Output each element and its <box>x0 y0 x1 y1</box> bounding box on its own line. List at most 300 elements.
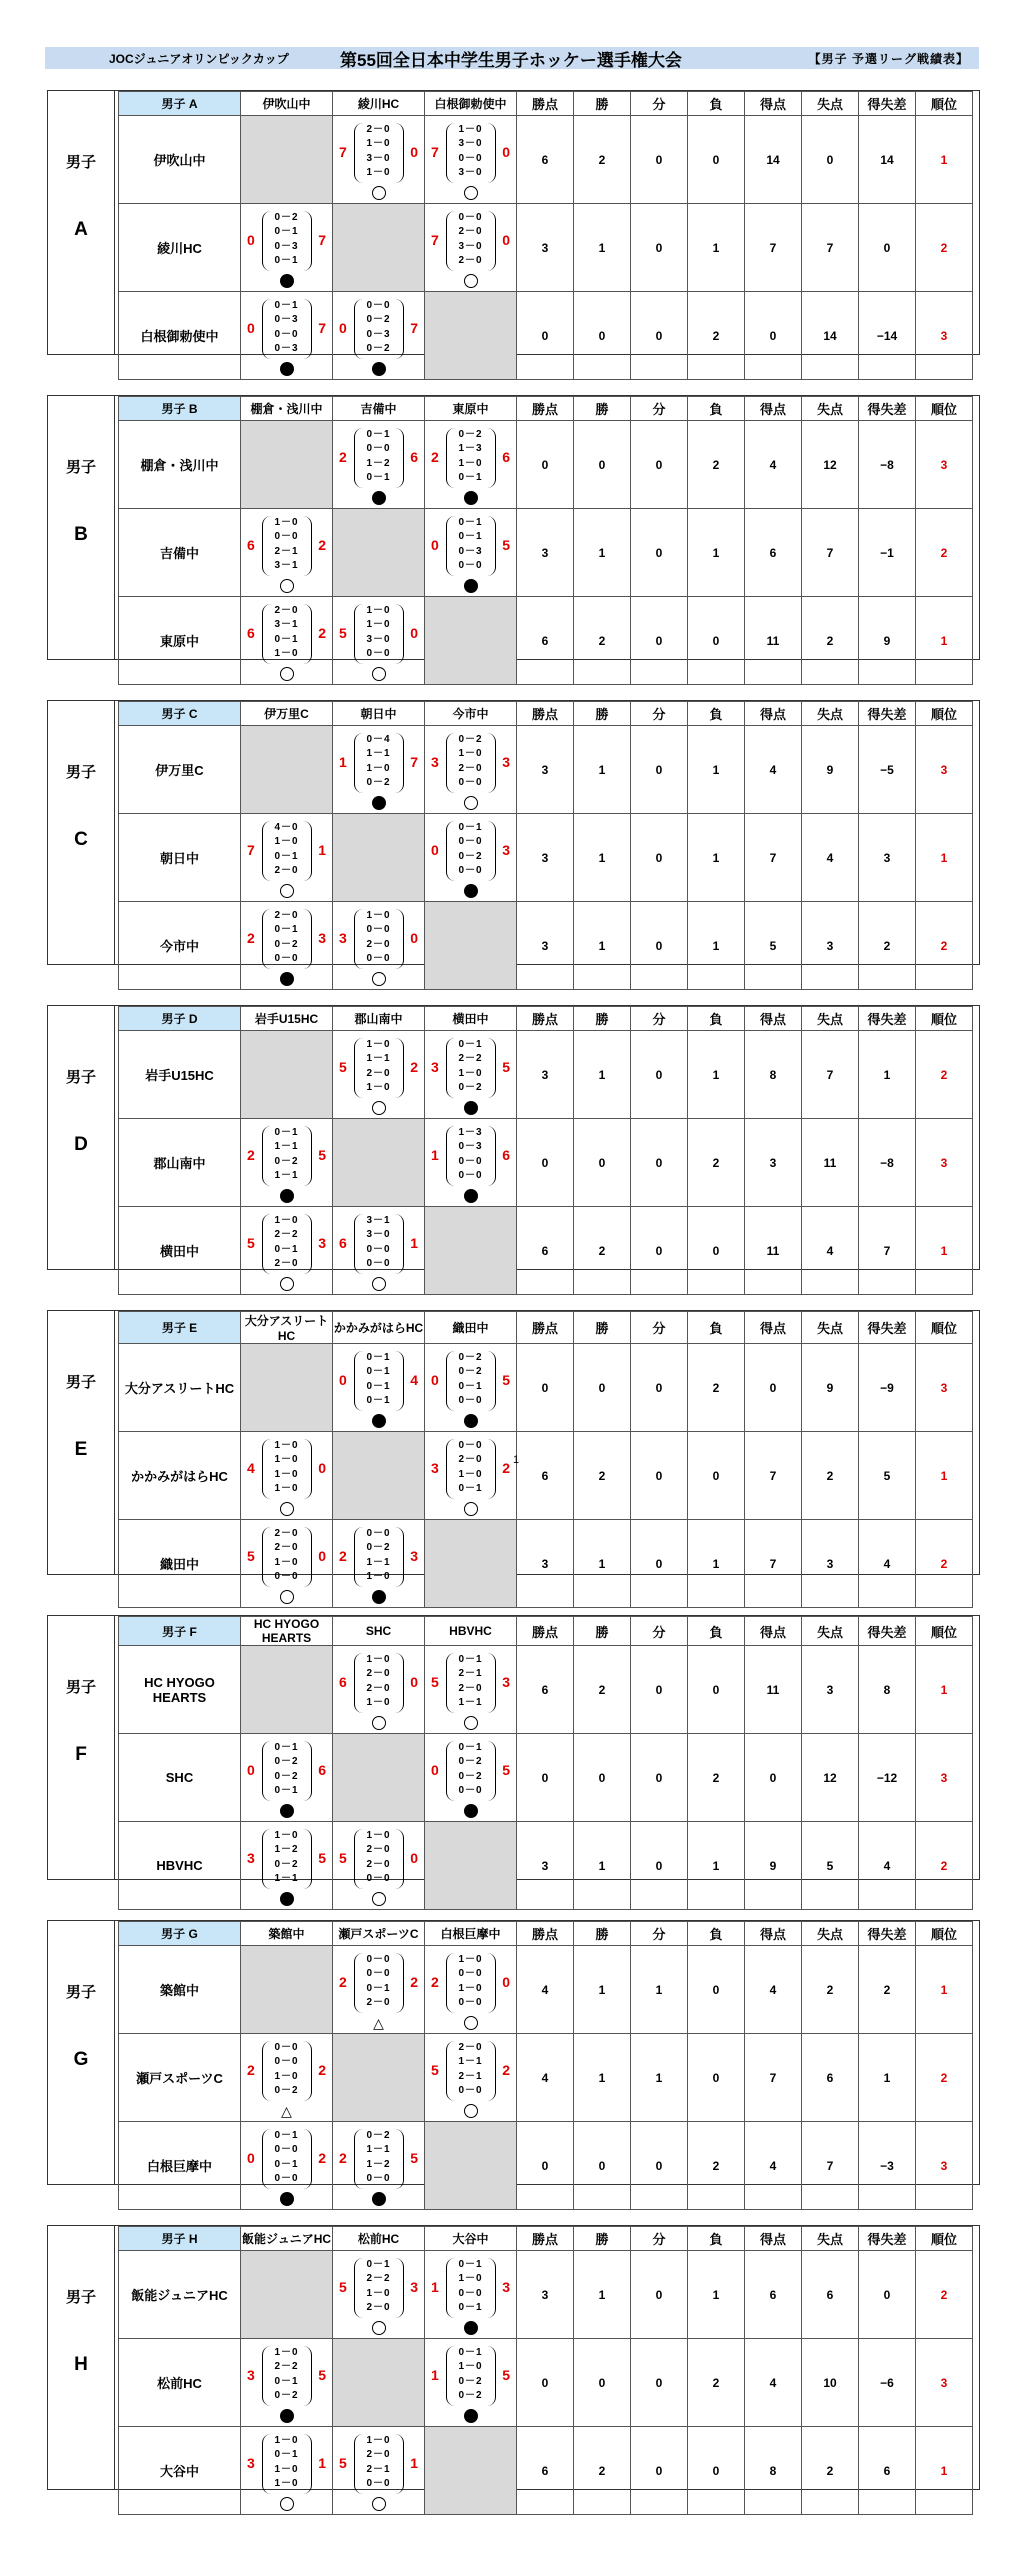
stat-value: 1 <box>859 1031 916 1119</box>
stat-value: 0 <box>631 2251 688 2339</box>
diagonal-cell <box>425 1207 517 1295</box>
group-label <box>48 2226 115 2489</box>
match-cell <box>241 1432 333 1520</box>
period-score: 0－0 <box>458 1155 483 1167</box>
period-score: 2－0 <box>458 226 483 237</box>
period-score: 3－0 <box>366 152 391 164</box>
period-score: 1－0 <box>366 167 391 178</box>
group-c <box>47 700 980 965</box>
period-scores <box>446 1038 496 1098</box>
period-score: 0－0 <box>274 2041 299 2053</box>
row-team: 郡山南中 <box>119 1119 241 1207</box>
stat-value: 8 <box>745 1031 802 1119</box>
stat-value: 0 <box>517 1734 574 1822</box>
stat-value: −8 <box>859 1119 916 1207</box>
stat-header: 負 <box>688 1312 745 1344</box>
stat-value: 0 <box>745 292 802 380</box>
period-score: 0－1 <box>458 516 483 528</box>
period-score: 4－0 <box>274 821 299 833</box>
stat-value: 0 <box>631 1031 688 1119</box>
stat-value: 0 <box>859 2251 916 2339</box>
period-score: 2－0 <box>274 1258 299 1269</box>
match-cell <box>425 1946 517 2034</box>
period-score: 1－0 <box>458 123 483 135</box>
stat-value: 2 <box>688 2122 745 2210</box>
stat-value: 3 <box>517 1031 574 1119</box>
group-h <box>47 2225 980 2490</box>
period-score: 2－0 <box>458 255 483 266</box>
group-side: 男子 <box>65 459 96 476</box>
period-score: 2－2 <box>458 1053 483 1064</box>
goals-against: 2 <box>410 1058 418 1075</box>
stat-value: 9 <box>859 597 916 685</box>
period-score: 1－0 <box>274 2463 299 2475</box>
period-scores <box>354 123 404 183</box>
stat-value: 2 <box>688 2339 745 2427</box>
stat-value: 0 <box>802 116 859 204</box>
stat-value: 0 <box>631 204 688 292</box>
goals-against: 2 <box>318 536 326 553</box>
period-scores <box>354 1829 404 1889</box>
period-score: 1－0 <box>458 2273 483 2284</box>
goals-against: 0 <box>502 143 510 160</box>
goals-against: 5 <box>502 1761 510 1778</box>
period-score: 0－0 <box>274 2173 299 2184</box>
loss-mark-icon <box>280 274 294 288</box>
diagonal-cell <box>425 597 517 685</box>
group-side: 男子 <box>65 764 96 781</box>
match-cell <box>333 1207 425 1295</box>
group-label <box>48 396 115 659</box>
table-corner: 男子 D <box>119 1007 241 1031</box>
period-score: 0－4 <box>366 733 391 745</box>
match-cell <box>333 116 425 204</box>
table-corner: 男子 G <box>119 1922 241 1946</box>
match-cell <box>241 509 333 597</box>
period-score: 3－0 <box>458 138 483 149</box>
period-score: 1－0 <box>274 1829 299 1841</box>
period-score: 0－1 <box>366 2258 391 2270</box>
stat-value: 0 <box>574 2339 631 2427</box>
period-score: 0－2 <box>274 1858 299 1870</box>
group-side: 男子 <box>65 1984 96 2001</box>
period-score: 0－2 <box>274 1155 299 1167</box>
rank-value: 1 <box>916 1432 973 1520</box>
goals-for: 3 <box>431 1058 439 1075</box>
stat-header: 勝点 <box>517 1312 574 1344</box>
stat-header: 得点 <box>745 1312 802 1344</box>
match-cell <box>333 726 425 814</box>
period-score: 1－0 <box>366 762 391 774</box>
match-cell <box>425 1646 517 1734</box>
period-score: 2－0 <box>366 1997 391 2008</box>
period-score: 0－0 <box>366 2478 391 2489</box>
column-team: 今市中 <box>425 702 517 726</box>
group-g <box>47 1920 980 2185</box>
period-score: 3－1 <box>274 619 299 630</box>
match-cell <box>241 814 333 902</box>
group-letter: F <box>75 1744 87 1765</box>
goals-for: 6 <box>247 624 255 641</box>
period-score: 1－0 <box>366 138 391 149</box>
row-team: 飯能ジュニアHC <box>119 2251 241 2339</box>
period-score: 2－0 <box>366 1844 391 1855</box>
table-row <box>119 726 973 814</box>
period-score: 2－1 <box>366 2463 391 2475</box>
goals-against: 3 <box>502 841 510 858</box>
stat-header: 順位 <box>916 1922 973 1946</box>
stat-value: 2 <box>802 597 859 685</box>
match-cell <box>425 1344 517 1432</box>
goals-against: 2 <box>410 1973 418 1990</box>
period-score: 0－0 <box>366 1243 391 1255</box>
period-score: 2－0 <box>274 604 299 616</box>
period-score: 0－3 <box>366 328 391 340</box>
goals-for: 1 <box>339 753 347 770</box>
goals-against: 1 <box>318 841 326 858</box>
goals-for: 5 <box>339 1849 347 1866</box>
loss-mark-icon <box>280 1189 294 1203</box>
group-label <box>48 701 115 964</box>
row-team: 築館中 <box>119 1946 241 2034</box>
period-score: 2－0 <box>274 909 299 921</box>
loss-mark-icon <box>464 579 478 593</box>
stat-value: −9 <box>859 1344 916 1432</box>
period-score: 0－2 <box>458 1082 483 1093</box>
column-team: 綾川HC <box>333 92 425 116</box>
period-score: 1－0 <box>274 1454 299 1465</box>
period-score: 0－1 <box>458 821 483 833</box>
table-corner: 男子 H <box>119 2227 241 2251</box>
goals-against: 6 <box>502 1146 510 1163</box>
stat-value: 7 <box>802 509 859 597</box>
period-score: 1－0 <box>366 1571 391 1582</box>
loss-mark-icon <box>280 2409 294 2423</box>
goals-against: 3 <box>502 2278 510 2295</box>
goals-for: 5 <box>247 1547 255 1564</box>
period-score: 0－0 <box>366 648 391 659</box>
period-score: 0－1 <box>274 2449 299 2460</box>
stat-value: 0 <box>517 2122 574 2210</box>
goals-against: 5 <box>502 1371 510 1388</box>
goals-for: 5 <box>339 1058 347 1075</box>
stat-value: 0 <box>631 1119 688 1207</box>
stat-value: 1 <box>688 1031 745 1119</box>
goals-for: 2 <box>339 1547 347 1564</box>
period-score: 0－2 <box>274 1770 299 1782</box>
period-score: 0－0 <box>458 1785 483 1796</box>
goals-for: 6 <box>339 1673 347 1690</box>
period-score: 1－0 <box>458 2361 483 2372</box>
stat-header: 順位 <box>916 702 973 726</box>
stat-value: 3 <box>517 1822 574 1910</box>
period-score: 1－0 <box>274 1483 299 1494</box>
table-row <box>119 116 973 204</box>
win-mark-icon <box>464 1716 478 1730</box>
stat-value: 11 <box>745 597 802 685</box>
row-team: 岩手U15HC <box>119 1031 241 1119</box>
period-score: 0－1 <box>274 2158 299 2170</box>
stat-value: 1 <box>688 902 745 990</box>
period-scores <box>354 1953 404 2013</box>
header-row <box>119 1922 973 1946</box>
stat-value: 1 <box>574 814 631 902</box>
stat-header: 分 <box>631 1312 688 1344</box>
table-row <box>119 1119 973 1207</box>
win-mark-icon <box>280 884 294 898</box>
goals-for: 7 <box>339 143 347 160</box>
stat-value: 6 <box>517 116 574 204</box>
stat-header: 得点 <box>745 92 802 116</box>
match-cell <box>241 2339 333 2427</box>
period-score: 1－0 <box>274 2070 299 2082</box>
stat-header: 勝点 <box>517 1007 574 1031</box>
stat-value: 9 <box>802 726 859 814</box>
period-score: 0－2 <box>366 2129 391 2141</box>
diagonal-cell <box>425 292 517 380</box>
goals-for: 2 <box>339 2149 347 2166</box>
period-score: 2－0 <box>366 938 391 950</box>
match-cell <box>425 116 517 204</box>
goals-against: 0 <box>410 1673 418 1690</box>
row-team: HC HYOGO HEARTS <box>119 1646 241 1734</box>
stat-header: 分 <box>631 702 688 726</box>
column-team: 朝日中 <box>333 702 425 726</box>
stat-value: 7 <box>859 1207 916 1295</box>
win-mark-icon <box>464 186 478 200</box>
stat-value: 3 <box>517 726 574 814</box>
stat-value: −14 <box>859 292 916 380</box>
period-score: 2－0 <box>366 2449 391 2460</box>
goals-for: 0 <box>247 319 255 336</box>
win-mark-icon <box>372 1892 386 1906</box>
goals-for: 0 <box>247 1761 255 1778</box>
stat-header: 失点 <box>802 2227 859 2251</box>
diagonal-cell <box>241 726 333 814</box>
period-score: 0－2 <box>366 343 391 354</box>
stat-value: 2 <box>574 116 631 204</box>
win-mark-icon <box>280 1590 294 1604</box>
diagonal-cell <box>333 1734 425 1822</box>
period-score: 3－0 <box>458 167 483 178</box>
period-score: 0－3 <box>274 343 299 354</box>
row-team: 松前HC <box>119 2339 241 2427</box>
stat-value: −8 <box>859 421 916 509</box>
period-scores <box>446 1741 496 1801</box>
period-score: 2－0 <box>366 1682 391 1694</box>
rank-value: 2 <box>916 902 973 990</box>
period-score: 0－2 <box>458 850 483 862</box>
goals-for: 3 <box>431 753 439 770</box>
rank-value: 1 <box>916 814 973 902</box>
match-cell <box>425 2034 517 2122</box>
rank-value: 1 <box>916 1646 973 1734</box>
stat-header: 順位 <box>916 1617 973 1646</box>
period-score: 1－0 <box>366 2287 391 2299</box>
period-score: 0－2 <box>458 2375 483 2387</box>
goals-against: 3 <box>318 929 326 946</box>
table-row <box>119 2251 973 2339</box>
stat-value: 0 <box>631 116 688 204</box>
row-team: 大分アスリートHC <box>119 1344 241 1432</box>
diagonal-cell <box>333 2034 425 2122</box>
diagonal-cell <box>241 1344 333 1432</box>
period-scores <box>354 1653 404 1713</box>
period-score: 0－0 <box>366 1968 391 1979</box>
match-cell <box>425 509 517 597</box>
stat-value: 2 <box>802 1946 859 2034</box>
stat-value: 0 <box>745 1734 802 1822</box>
goals-against: 2 <box>502 2061 510 2078</box>
group-letter: D <box>74 1134 88 1155</box>
stat-header: 得失差 <box>859 702 916 726</box>
row-team: かかみがはらHC <box>119 1432 241 1520</box>
stat-header: 順位 <box>916 397 973 421</box>
stat-value: 2 <box>574 1432 631 1520</box>
stat-value: 3 <box>802 1646 859 1734</box>
period-score: 1－1 <box>274 1873 299 1884</box>
period-score: 1－1 <box>366 2144 391 2155</box>
goals-against: 2 <box>318 2061 326 2078</box>
stat-header: 分 <box>631 92 688 116</box>
goals-against: 3 <box>318 1234 326 1251</box>
period-score: 0－0 <box>458 777 483 788</box>
column-team: 大分アスリートHC <box>241 1312 333 1344</box>
column-team: 吉備中 <box>333 397 425 421</box>
stat-value: 0 <box>517 1119 574 1207</box>
stat-value: 5 <box>745 902 802 990</box>
period-scores <box>354 299 404 359</box>
match-cell <box>241 204 333 292</box>
stat-value: 6 <box>517 1207 574 1295</box>
stat-header: 分 <box>631 397 688 421</box>
stat-value: 2 <box>688 1119 745 1207</box>
period-score: 0－1 <box>274 1126 299 1138</box>
period-score: 1－0 <box>366 909 391 921</box>
period-score: 0－2 <box>458 428 483 440</box>
match-cell <box>241 1734 333 1822</box>
goals-against: 5 <box>502 536 510 553</box>
win-mark-icon <box>372 1277 386 1291</box>
table-row <box>119 1822 973 1910</box>
period-score: 0－0 <box>366 1527 391 1539</box>
period-scores <box>354 909 404 969</box>
rank-value: 2 <box>916 1822 973 1910</box>
stat-value: 2 <box>574 597 631 685</box>
diagonal-cell <box>241 2251 333 2339</box>
loss-mark-icon <box>280 1804 294 1818</box>
period-scores <box>354 2258 404 2318</box>
period-score: 0－1 <box>274 850 299 862</box>
group-side: 男子 <box>65 1069 96 1086</box>
diagonal-cell <box>241 1946 333 2034</box>
goals-against: 0 <box>318 1547 326 1564</box>
league-table <box>118 1616 973 1910</box>
period-scores <box>446 516 496 576</box>
win-mark-icon <box>464 796 478 810</box>
period-score: 2－1 <box>458 1668 483 1679</box>
period-score: 2－0 <box>366 1858 391 1870</box>
goals-against: 7 <box>318 319 326 336</box>
rank-value: 2 <box>916 1031 973 1119</box>
match-cell <box>241 902 333 990</box>
column-team: 岩手U15HC <box>241 1007 333 1031</box>
stat-header: 勝点 <box>517 2227 574 2251</box>
rank-value: 1 <box>916 116 973 204</box>
goals-against: 5 <box>318 1849 326 1866</box>
period-score: 1－0 <box>274 2434 299 2446</box>
rank-value: 2 <box>916 2251 973 2339</box>
table-corner: 男子 B <box>119 397 241 421</box>
stat-value: 2 <box>688 421 745 509</box>
stat-value: 3 <box>802 902 859 990</box>
stat-value: 4 <box>745 421 802 509</box>
period-score: 0－1 <box>366 1982 391 1994</box>
period-score: 0－0 <box>458 560 483 571</box>
period-score: 2－0 <box>458 1682 483 1694</box>
stat-value: 3 <box>517 2251 574 2339</box>
table-corner: 男子 E <box>119 1312 241 1344</box>
period-score: 0－1 <box>274 226 299 237</box>
rank-value: 2 <box>916 204 973 292</box>
win-mark-icon <box>372 972 386 986</box>
stat-value: 1 <box>574 509 631 597</box>
goals-for: 5 <box>431 1673 439 1690</box>
period-score: 2－0 <box>274 1527 299 1539</box>
win-mark-icon <box>372 667 386 681</box>
table-row <box>119 1344 973 1432</box>
stat-header: 失点 <box>802 1007 859 1031</box>
stat-value: 1 <box>574 1946 631 2034</box>
row-team: 吉備中 <box>119 509 241 597</box>
goals-against: 1 <box>318 2454 326 2471</box>
row-team: 伊万里C <box>119 726 241 814</box>
stat-header: 得点 <box>745 1007 802 1031</box>
row-team: 綾川HC <box>119 204 241 292</box>
rank-value: 1 <box>916 597 973 685</box>
period-score: 0－1 <box>458 1483 483 1494</box>
stat-value: 0 <box>574 1119 631 1207</box>
stat-value: 1 <box>688 2251 745 2339</box>
header-row <box>119 397 973 421</box>
period-score: 1－1 <box>274 1141 299 1152</box>
win-mark-icon <box>372 2321 386 2335</box>
table-row <box>119 2339 973 2427</box>
stat-header: 得点 <box>745 702 802 726</box>
period-scores <box>262 2129 312 2189</box>
goals-for: 4 <box>247 1459 255 1476</box>
stat-value: 0 <box>688 2034 745 2122</box>
period-score: 1－0 <box>274 648 299 659</box>
stat-value: −1 <box>859 509 916 597</box>
period-score: 0－1 <box>274 633 299 645</box>
diagonal-cell <box>333 2339 425 2427</box>
period-score: 1－0 <box>274 2478 299 2489</box>
goals-against: 5 <box>318 2366 326 2383</box>
period-score: 0－0 <box>458 2287 483 2299</box>
match-cell <box>333 1520 425 1608</box>
stat-value: 7 <box>745 2034 802 2122</box>
period-score: 2－0 <box>274 1542 299 1553</box>
period-scores <box>354 2129 404 2189</box>
stat-value: 1 <box>574 2034 631 2122</box>
goals-for: 7 <box>247 841 255 858</box>
column-team: かかみがはらHC <box>333 1312 425 1344</box>
stat-value: 7 <box>802 2122 859 2210</box>
goals-for: 5 <box>247 1234 255 1251</box>
period-scores <box>446 428 496 488</box>
goals-for: 1 <box>431 1146 439 1163</box>
